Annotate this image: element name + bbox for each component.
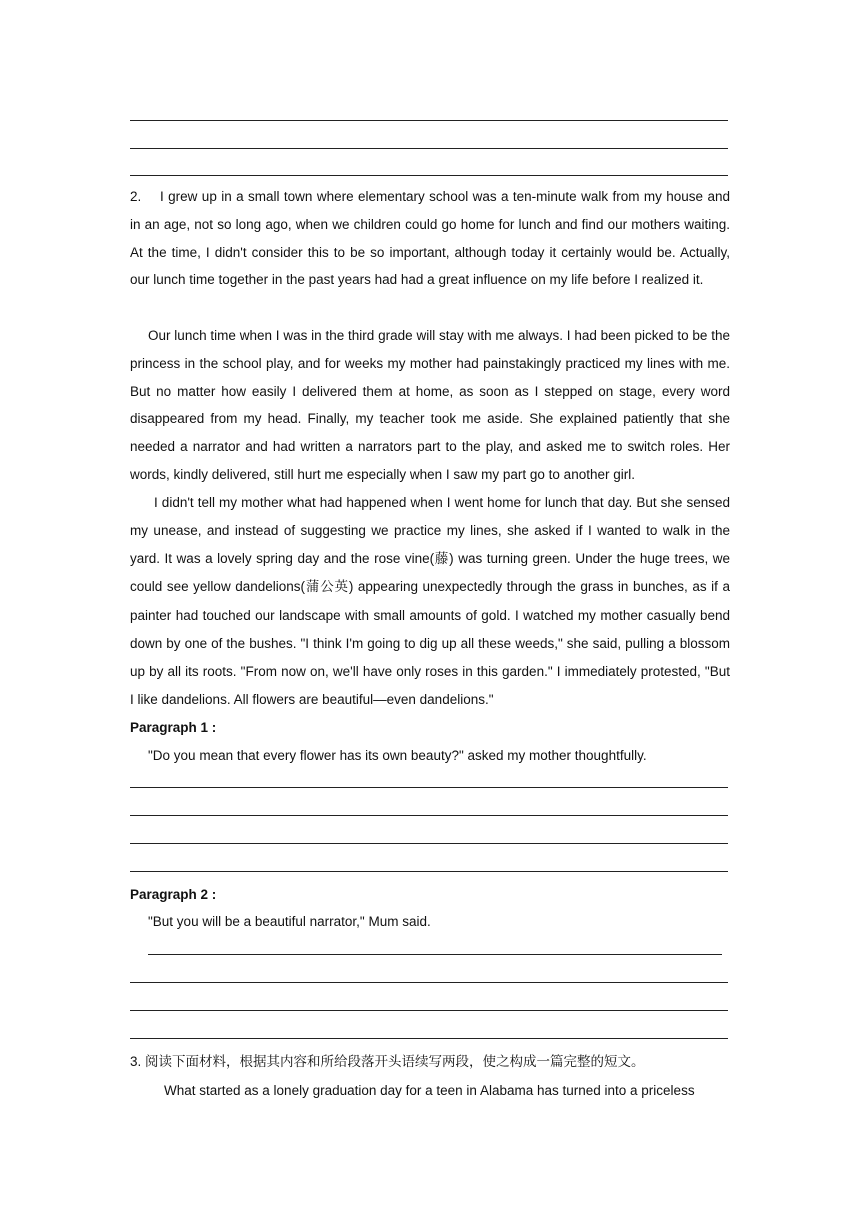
paragraph-1-heading [130,714,730,742]
chinese-gloss: 蒲公英 [305,579,349,596]
paragraph-text: I grew up in a small town where elementary school was a ten-minute walk from my house and in an age, not so long ago, when we children could go home for lunch and find our mothers waiting. At the time, I didn't consider this to be so important, although today it certainly would be. Actually, our lunch time together in the past years had had a great influence on my life before I realized it. [130,189,730,288]
paragraph-2-opening [130,908,730,936]
answer-line[interactable] [130,982,728,983]
paragraph-text: I didn't tell my mother what had happened when I went home for lunch that day. But she sensed my unease, and instead of suggesting we practice my lines, she asked if I wanted to walk in the yard. It was a lovely spring day and the rose vine( [130,495,730,566]
answer-line[interactable] [130,815,728,816]
question-number: 2. [130,189,142,204]
answer-line[interactable] [130,843,728,844]
chinese-gloss: 藤 [434,550,450,567]
paragraph-2-heading [130,881,730,909]
paragraph-text: ) was turning green. Under the huge trees, we could see yellow dandelions( [130,550,731,595]
answer-line[interactable] [130,120,728,121]
answer-line[interactable] [130,787,728,788]
paragraph-1-opening [130,742,730,770]
question-2-paragraph-2 [130,322,730,489]
paragraph-text: What started as a lonely graduation day for a teen in Alabama has turned into a priceless [164,1083,695,1098]
opening-sentence: "Do you mean that every flower has its own beauty?" asked my mother thoughtfully. [148,748,647,763]
question-number: 3. [130,1054,142,1069]
question-2-paragraph-1 [130,183,730,294]
answer-line[interactable] [130,1038,728,1039]
answer-line[interactable] [130,1010,728,1011]
opening-sentence: "But you will be a beautiful narrator," Mum said. [148,914,431,929]
heading-text: Paragraph 2 : [130,887,217,902]
answer-line[interactable] [130,148,728,149]
question-2-paragraph-3 [130,489,730,713]
question-3-instruction [130,1048,730,1077]
heading-text: Paragraph 1 : [130,720,217,735]
question-3-passage [130,1077,730,1105]
paragraph-text: ) appearing unexpectedly through the grass in bunches, as if a painter had touched our landscape with small amounts of gold. I watched my mother casually bend down by one of the bushes. "I think I'm going to dig up all these weeds," she said, pulling a blossom up by all its roots. "From now on, we'll have only roses in this garden." I immediately protested, "But I like dandelions. All flowers are beautiful—even dandelions." [130,579,731,707]
answer-line[interactable] [130,175,728,176]
answer-line[interactable] [130,871,728,872]
instruction-text: 阅读下面材料，根据其内容和所给段落开头语续写两段，使之构成一篇完整的短文。 [145,1054,645,1070]
paragraph-text: Our lunch time when I was in the third grade will stay with me always. I had been picked to be the princess in the school play, and for weeks my mother had painstakingly practiced my lines with me. But no matter how easily I delivered them at home, as soon as I stepped on stage, every word disappeared from my head. Finally, my teacher took me aside. She explained patiently that she needed a narrator and had written a narrators part to the play, and asked me to switch roles. Her words, kindly delivered, still hurt me especially when I saw my part go to another girl. [130,328,730,482]
answer-line[interactable] [148,954,722,955]
